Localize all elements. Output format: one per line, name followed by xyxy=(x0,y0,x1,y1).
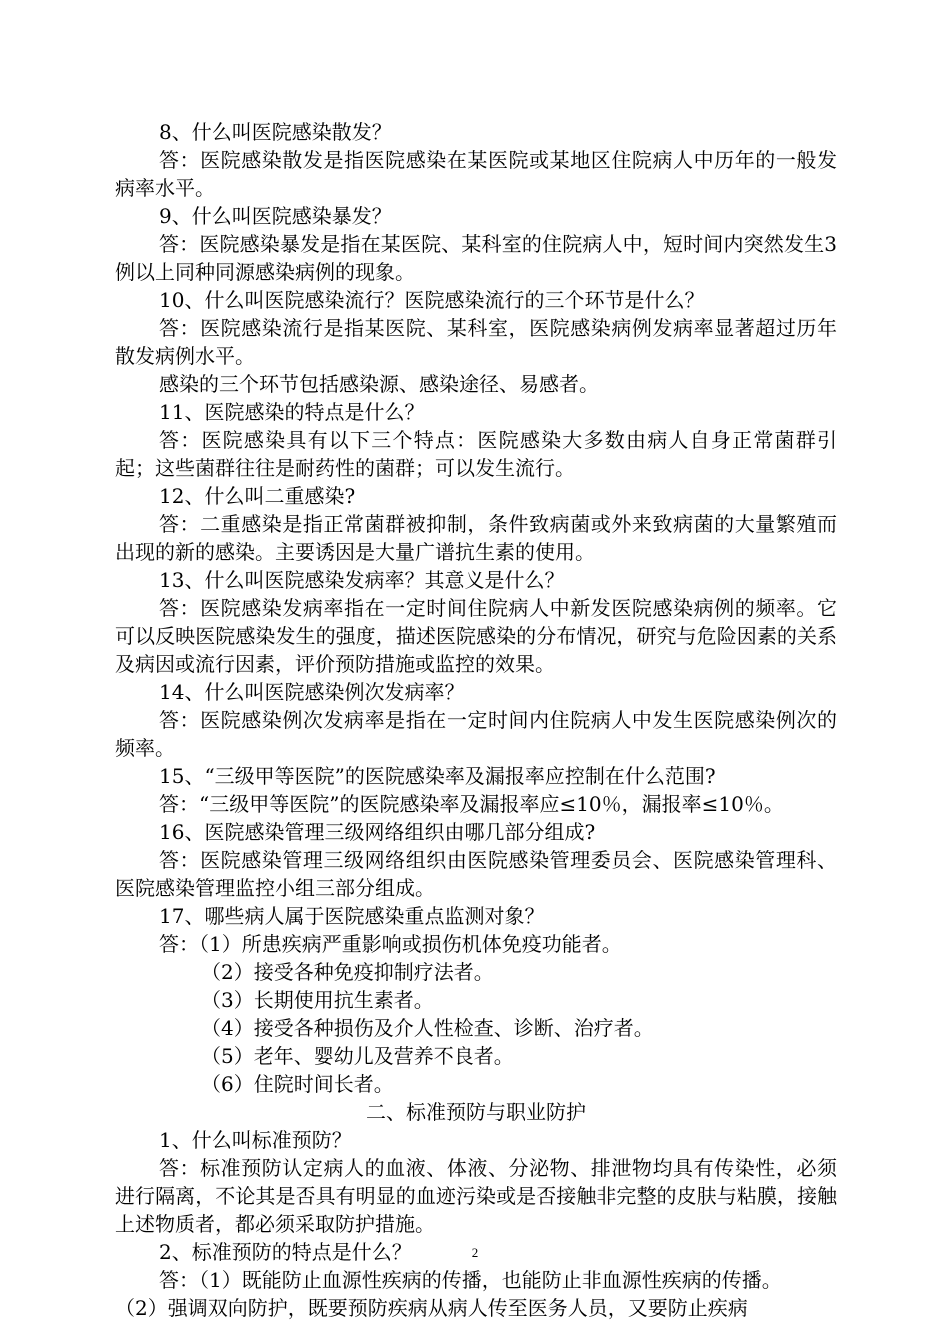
question-9: 9、什么叫医院感染暴发？ xyxy=(159,204,392,228)
document-body xyxy=(115,118,837,1322)
question-12: 12、什么叫二重感染? xyxy=(159,484,356,508)
question-s2-2: 2、标准预防的特点是什么？ xyxy=(159,1240,412,1264)
answer-10: 答：医院感染流行是指某医院、某科室，医院感染病例发病率显著超过历年散发病例水平。 xyxy=(115,316,837,368)
page-number: 2 xyxy=(471,1245,479,1260)
answer-10-continued: 感染的三个环节包括感染源、感染途径、易感者。 xyxy=(159,372,599,396)
answer-s2-2-item-2: （2）强调双向防护，既要预防疾病从病人传至医务人员，又要防止疾病 xyxy=(115,1296,748,1320)
question-13: 13、什么叫医院感染发病率？其意义是什么？ xyxy=(159,568,565,592)
answer-12: 答：二重感染是指正常菌群被抑制，条件致病菌或外来致病菌的大量繁殖而出现的新的感染。主要诱因是大量广谱抗生素的使用。 xyxy=(115,512,837,564)
answer-17-item-4: （4）接受各种损伤及介人性检查、诊断、治疗者。 xyxy=(201,1016,654,1040)
question-17: 17、哪些病人属于医院感染重点监测对象？ xyxy=(159,904,545,928)
answer-9: 答：医院感染暴发是指在某医院、某科室的住院病人中，短时间内突然发生3例以上同种同源感染病例的现象。 xyxy=(115,232,837,284)
answer-13: 答：医院感染发病率指在一定时间住院病人中新发医院感染病例的频率。它可以反映医院感染发生的强度，描述医院感染的分布情况，研究与危险因素的关系及病因或流行因素，评价预防措施或监控的效果。 xyxy=(115,596,837,676)
answer-17-item-3: （3）长期使用抗生素者。 xyxy=(201,988,434,1012)
answer-8: 答：医院感染散发是指医院感染在某医院或某地区住院病人中历年的一般发病率水平。 xyxy=(115,148,837,200)
answer-14: 答：医院感染例次发病率是指在一定时间内住院病人中发生医院感染例次的频率。 xyxy=(115,708,837,760)
answer-17-item-5: （5）老年、婴幼儿及营养不良者。 xyxy=(201,1044,514,1068)
answer-17-item-6: （6）住院时间长者。 xyxy=(201,1072,394,1096)
answer-s2-2-item-1: 答：（1）既能防止血源性疾病的传播，也能防止非血源性疾病的传播。 xyxy=(159,1268,782,1292)
answer-11: 答：医院感染具有以下三个特点：医院感染大多数由病人自身正常菌群引起；这些菌群往往是耐药性的菌群；可以发生流行。 xyxy=(115,428,837,480)
question-14: 14、什么叫医院感染例次发病率？ xyxy=(159,680,465,704)
question-8: 8、什么叫医院感染散发？ xyxy=(159,120,392,144)
section-heading: 二、标准预防与职业防护 xyxy=(366,1100,586,1124)
answer-16: 答：医院感染管理三级网络组织由医院感染管理委员会、医院感染管理科、医院感染管理监控小组三部分组成。 xyxy=(115,848,837,900)
question-15: 15、“三级甲等医院”的医院感染率及漏报率应控制在什么范围? xyxy=(159,764,716,788)
question-10: 10、什么叫医院感染流行？医院感染流行的三个环节是什么？ xyxy=(159,288,705,312)
answer-15: 答：“三级甲等医院”的医院感染率及漏报率应≤10％，漏报率≤10％。 xyxy=(159,792,784,816)
question-11: 11、医院感染的特点是什么？ xyxy=(159,400,425,424)
answer-17-item-2: （2）接受各种免疫抑制疗法者。 xyxy=(201,960,494,984)
question-s2-1: 1、什么叫标准预防？ xyxy=(159,1128,352,1152)
answer-17-item-1: 答：（1）所患疾病严重影响或损伤机体免疫功能者。 xyxy=(159,932,622,956)
answer-s2-1: 答：标准预防认定病人的血液、体液、分泌物、排泄物均具有传染性，必须进行隔离，不论其是否具有明显的血迹污染或是否接触非完整的皮肤与粘膜，接触上述物质者，都必须采取防护措施。 xyxy=(115,1156,837,1236)
question-16: 16、医院感染管理三级网络组织由哪几部分组成? xyxy=(159,820,596,844)
